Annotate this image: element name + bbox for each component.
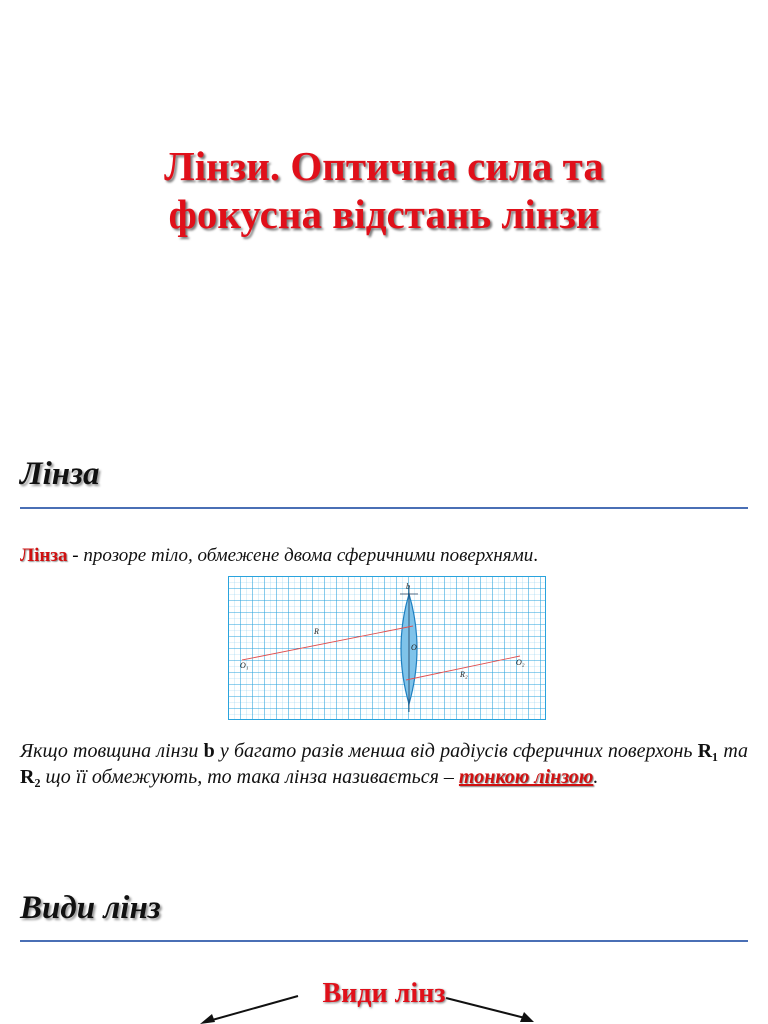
lens-types-diagram-title: Види лінз — [322, 978, 446, 1009]
para-part-1: Якщо товщина лінзи — [20, 740, 204, 762]
right-arrow-head — [520, 1012, 534, 1022]
para-b-symbol: b — [203, 740, 215, 762]
slide-title — [0, 142, 768, 238]
para-part-3: та — [718, 740, 749, 762]
lens-types-rule — [20, 940, 748, 942]
label-r2: R₂ — [460, 670, 468, 679]
para-part-4: що її обмежують, то така лінза називається – — [40, 766, 459, 788]
para-r1-symbol: R₁ — [697, 740, 719, 762]
grid — [228, 576, 546, 720]
thin-lens-paragraph — [20, 738, 748, 790]
slide-title-line-2: фокусна відстань лінзи — [168, 191, 600, 237]
label-r1: R — [314, 627, 319, 636]
lens-figure — [228, 576, 546, 720]
para-part-2: у багато разів менша від радіусів сферичних поверхонь — [214, 740, 698, 762]
left-arrow-head — [200, 1014, 215, 1024]
lens-types-heading: Види лінз — [20, 890, 161, 926]
definition-end: . — [533, 545, 538, 566]
lens-heading-rule — [20, 507, 748, 509]
label-o1: O₁ — [240, 661, 249, 670]
thin-lens-term: тонкою лінзою — [458, 766, 594, 788]
lens-definition — [20, 544, 748, 568]
definition-dash: - — [67, 545, 84, 566]
slide-title-line-1: Лінзи. Оптична сила та — [164, 143, 604, 189]
para-end: . — [593, 766, 599, 788]
lens-heading: Лінза — [20, 456, 100, 492]
para-r2-symbol: R₂ — [20, 766, 41, 788]
definition-term: Лінза — [20, 545, 68, 566]
label-o2: O₂ — [516, 658, 525, 667]
label-o: O — [411, 643, 417, 652]
label-b: b — [406, 582, 410, 591]
definition-text: прозоре тіло, обмежене двома сферичними поверхнями — [83, 545, 534, 566]
